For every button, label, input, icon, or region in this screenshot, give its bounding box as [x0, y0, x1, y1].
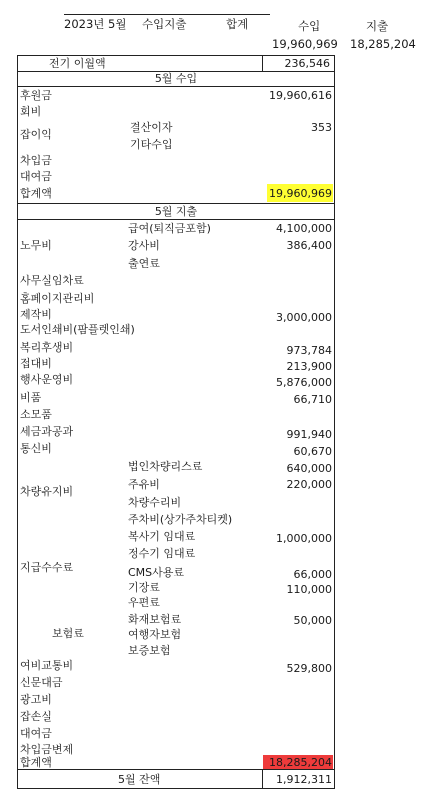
expense-label-광고비: 광고비: [20, 693, 52, 706]
expense-sub-복사기임대료: 복사기 임대료: [128, 530, 196, 543]
carryover-value: 236,546: [284, 57, 330, 70]
ledger-table: [17, 55, 335, 789]
year-month: 2023년 5월: [64, 17, 127, 31]
expense-sub-차량수리비: 차량수리비: [128, 496, 182, 509]
expense-value-복사기임대료: 1,000,000: [276, 532, 332, 545]
income-label-차입금: 차입금: [20, 154, 52, 167]
income-total-value: 19,960,969: [269, 187, 332, 200]
expense-total-header: 18,285,204: [350, 37, 416, 51]
expense-value-강사비: 386,400: [286, 239, 332, 252]
expense-label-차량유지비: 차량유지비: [20, 485, 74, 498]
expense-label-잡손실: 잡손실: [20, 710, 52, 723]
expense-label-행사운영비: 행사운영비: [20, 373, 74, 386]
sheet-title: 수입지출: [142, 17, 187, 31]
expense-value-세금과공과: 991,940: [286, 428, 332, 441]
expense-value-통신비: 60,670: [293, 445, 332, 458]
income-label-회비: 회비: [20, 105, 42, 118]
header-rule: [64, 14, 270, 15]
income-header: 수입: [298, 19, 321, 33]
expense-value-여비교통비: 529,800: [286, 662, 332, 675]
expense-value-접대비: 213,900: [286, 360, 332, 373]
income-label-후원금: 후원금: [20, 89, 52, 102]
row-rule: [17, 86, 335, 87]
expense-total-label: 합계액: [20, 756, 52, 769]
expense-sub-출연료: 출연료: [128, 257, 160, 270]
expense-label-신문대금: 신문대금: [20, 676, 63, 689]
expense-label-홈페이지관리비: 홈페이지관리비: [20, 292, 95, 305]
expense-value-급여: 4,100,000: [276, 222, 332, 235]
expense-value-비품: 66,710: [293, 393, 332, 406]
expense-value-CMS사용료: 66,000: [293, 568, 332, 581]
expense-value-제작비: 3,000,000: [276, 311, 332, 324]
expense-label-소모품: 소모품: [20, 408, 52, 421]
carryover-label: 전기 이월액: [49, 57, 106, 70]
expense-label-복리후생비: 복리후생비: [20, 341, 74, 354]
expense-label-사무실임차료: 사무실임차료: [20, 274, 84, 287]
expense-sub-기장료: 기장료: [128, 581, 160, 594]
expense-value-법인차량리스료: 640,000: [286, 462, 332, 475]
expense-label-노무비: 노무비: [20, 239, 52, 252]
expense-label-대여금: 대여금: [20, 727, 52, 740]
balance-value: 1,912,311: [276, 773, 332, 786]
balance-label: 5월 잔액: [118, 773, 161, 786]
income-label-잡이익: 잡이익: [20, 128, 52, 141]
expense-section-title: 5월 지출: [154, 205, 198, 218]
expense-label-보험료: 보험료: [52, 627, 84, 640]
expense-header: 지출: [366, 19, 389, 33]
income-sub-기타수입: 기타수입: [130, 138, 173, 151]
income-total-header: 19,960,969: [272, 37, 338, 51]
income-value-후원금: 19,960,616: [269, 89, 332, 102]
expense-label-여비교통비: 여비교통비: [20, 659, 74, 672]
expense-sub-주차비: 주차비(상가주차티켓): [128, 513, 233, 526]
expense-label-비품: 비품: [20, 391, 42, 404]
expense-label-세금과공과: 세금과공과: [20, 425, 74, 438]
expense-sub-보증보험: 보증보험: [128, 644, 171, 657]
expense-sub-법인차량리스료: 법인차량리스료: [128, 460, 203, 473]
income-label-대여금: 대여금: [20, 170, 52, 183]
expense-sub-CMS사용료: CMS사용료: [128, 566, 185, 579]
col-divider: [262, 55, 263, 71]
expense-sub-주유비: 주유비: [128, 478, 160, 491]
income-value-결산이자: 353: [311, 121, 332, 134]
expense-total-value: 18,285,204: [269, 756, 332, 769]
expense-value-주유비: 220,000: [286, 478, 332, 491]
total-header: 합계: [226, 17, 249, 31]
expense-sub-우편료: 우편료: [128, 596, 160, 609]
expense-label-접대비: 접대비: [20, 357, 52, 370]
expense-sub-급여: 급여(퇴직금포함): [128, 222, 211, 235]
row-rule: [17, 769, 335, 770]
expense-value-화재보험료: 50,000: [293, 614, 332, 627]
expense-label-제작비: 제작비: [20, 308, 52, 321]
expense-sub-화재보험료: 화재보험료: [128, 613, 182, 626]
expense-label-지급수수료: 지급수수료: [20, 561, 74, 574]
expense-sub-정수기임대료: 정수기 임대료: [128, 547, 196, 560]
expense-value-복리후생비: 973,784: [286, 344, 332, 357]
expense-sub-여행자보험: 여행자보험: [128, 628, 182, 641]
row-rule: [17, 219, 335, 220]
expense-value-행사운영비: 5,876,000: [276, 376, 332, 389]
income-total-label: 합계액: [20, 187, 52, 200]
expense-label-통신비: 통신비: [20, 442, 52, 455]
expense-label-도서인쇄비: 도서인쇄비(팜플렛인쇄): [20, 323, 135, 336]
expense-label-차입금변제: 차입금변제: [20, 743, 74, 756]
income-section-title: 5월 수입: [154, 72, 198, 85]
income-sub-결산이자: 결산이자: [130, 121, 173, 134]
expense-sub-강사비: 강사비: [128, 239, 160, 252]
expense-value-기장료: 110,000: [286, 583, 332, 596]
row-rule: [17, 203, 335, 204]
